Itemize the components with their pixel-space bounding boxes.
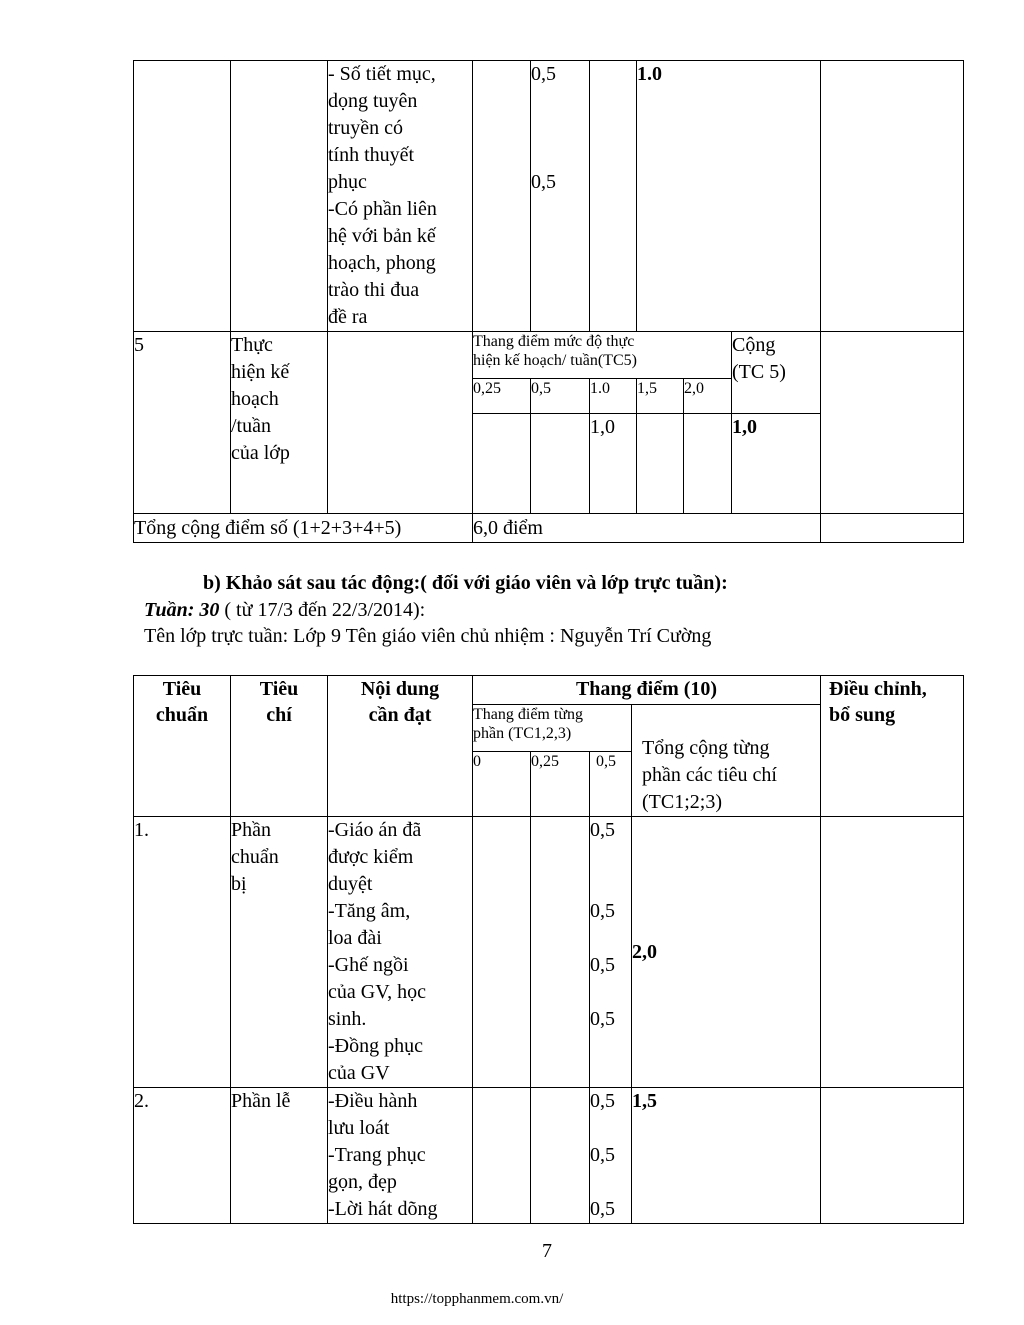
content-cell: - Số tiết mục, dọng tuyên truyền có tính thuyết phục -Có phần liên hệ với bản kế hoạch, phong trào thi đua đề ra	[328, 61, 473, 332]
table-cell	[531, 1088, 590, 1224]
page-number: 7	[542, 1240, 552, 1262]
table-row-sum	[134, 514, 964, 543]
header-total-parts: Tổng cộng từng phần các tiêu chí (TC1;2;3)	[632, 705, 821, 817]
table-scoring-continued	[133, 60, 964, 543]
adjust-cell	[821, 332, 964, 514]
table-cell	[134, 61, 231, 332]
level-label: 2,0	[684, 379, 732, 414]
table-survey	[133, 675, 964, 1224]
table-cell	[531, 414, 590, 514]
header-scale: Thang điểm (10)	[473, 676, 821, 705]
header-criterion: Tiêu chí	[231, 676, 328, 817]
header-content: Nội dung cần đạt	[328, 676, 473, 817]
table-cell	[473, 414, 531, 514]
total-header: Cộng (TC 5)	[732, 332, 821, 414]
adjust-cell	[821, 514, 964, 543]
table-cell	[684, 414, 732, 514]
scale-header: Thang điểm mức độ thực hiện kế hoạch/ tuần(TC5)	[473, 332, 732, 379]
total-cell: 1.0	[637, 61, 821, 332]
week-range: ( từ 17/3 đến 22/3/2014):	[219, 599, 426, 621]
total-cell: 1,0	[732, 414, 821, 514]
row-number: 1.	[134, 817, 231, 1088]
score-cell: 0,5 0,5	[531, 61, 590, 332]
table-cell	[590, 61, 637, 332]
content-cell	[328, 332, 473, 514]
week-label: Tuần: 30	[144, 599, 220, 621]
table-cell	[231, 61, 328, 332]
table-cell	[473, 61, 531, 332]
sum-value: 6,0 điểm	[473, 514, 821, 543]
criterion-cell: Phần chuẩn bị	[231, 817, 328, 1088]
header-part-scale: Thang điểm từng phần (TC1,2,3)	[473, 705, 632, 752]
header-adjust: Điều chỉnh, bổ sung	[821, 676, 964, 817]
adjust-cell	[821, 1088, 964, 1224]
score-cell: 1,0	[590, 414, 637, 514]
total-cell: 2,0	[632, 817, 821, 1088]
content-cell: -Điều hành lưu loát -Trang phục gọn, đẹp -Lời hát dõng	[328, 1088, 473, 1224]
table-row	[134, 817, 964, 1088]
row-number: 5	[134, 332, 231, 514]
table-row	[134, 332, 964, 379]
score-cell: 0,5 0,5 0,5	[590, 1088, 632, 1224]
footer-url[interactable]: https://topphanmem.com.vn/	[390, 1291, 564, 1307]
table-cell	[637, 414, 684, 514]
table-row	[134, 1088, 964, 1224]
table-header-row	[134, 676, 964, 705]
adjust-cell	[821, 61, 964, 332]
row-number: 2.	[134, 1088, 231, 1224]
level-label: 0,5	[590, 752, 632, 817]
level-label: 0	[473, 752, 531, 817]
sum-label: Tổng cộng điểm số (1+2+3+4+5)	[134, 514, 473, 543]
level-label: 0,5	[531, 379, 590, 414]
header-standard: Tiêu chuẩn	[134, 676, 231, 817]
adjust-cell	[821, 817, 964, 1088]
level-label: 1,5	[637, 379, 684, 414]
criterion-cell: Thực hiện kế hoạch /tuần của lớp	[231, 332, 328, 514]
table-cell	[473, 1088, 531, 1224]
criterion-cell: Phần lễ	[231, 1088, 328, 1224]
section-heading: b) Khảo sát sau tác động:( đối với giáo viên và lớp trực tuần):	[203, 572, 728, 594]
table-row	[134, 61, 964, 332]
table-cell	[473, 817, 531, 1088]
class-teacher-line: Tên lớp trực tuần: Lớp 9 Tên giáo viên chủ nhiệm : Nguyễn Trí Cường	[144, 625, 712, 647]
level-label: 0,25	[531, 752, 590, 817]
level-label: 0,25	[473, 379, 531, 414]
total-cell: 1,5	[632, 1088, 821, 1224]
level-label: 1.0	[590, 379, 637, 414]
table-cell	[531, 817, 590, 1088]
score-cell: 0,5 0,5 0,5 0,5	[590, 817, 632, 1088]
content-cell: -Giáo án đã được kiểm duyệt -Tăng âm, loa đài -Ghế ngồi của GV, học sinh. -Đồng phục của GV	[328, 817, 473, 1088]
week-line	[144, 598, 425, 622]
